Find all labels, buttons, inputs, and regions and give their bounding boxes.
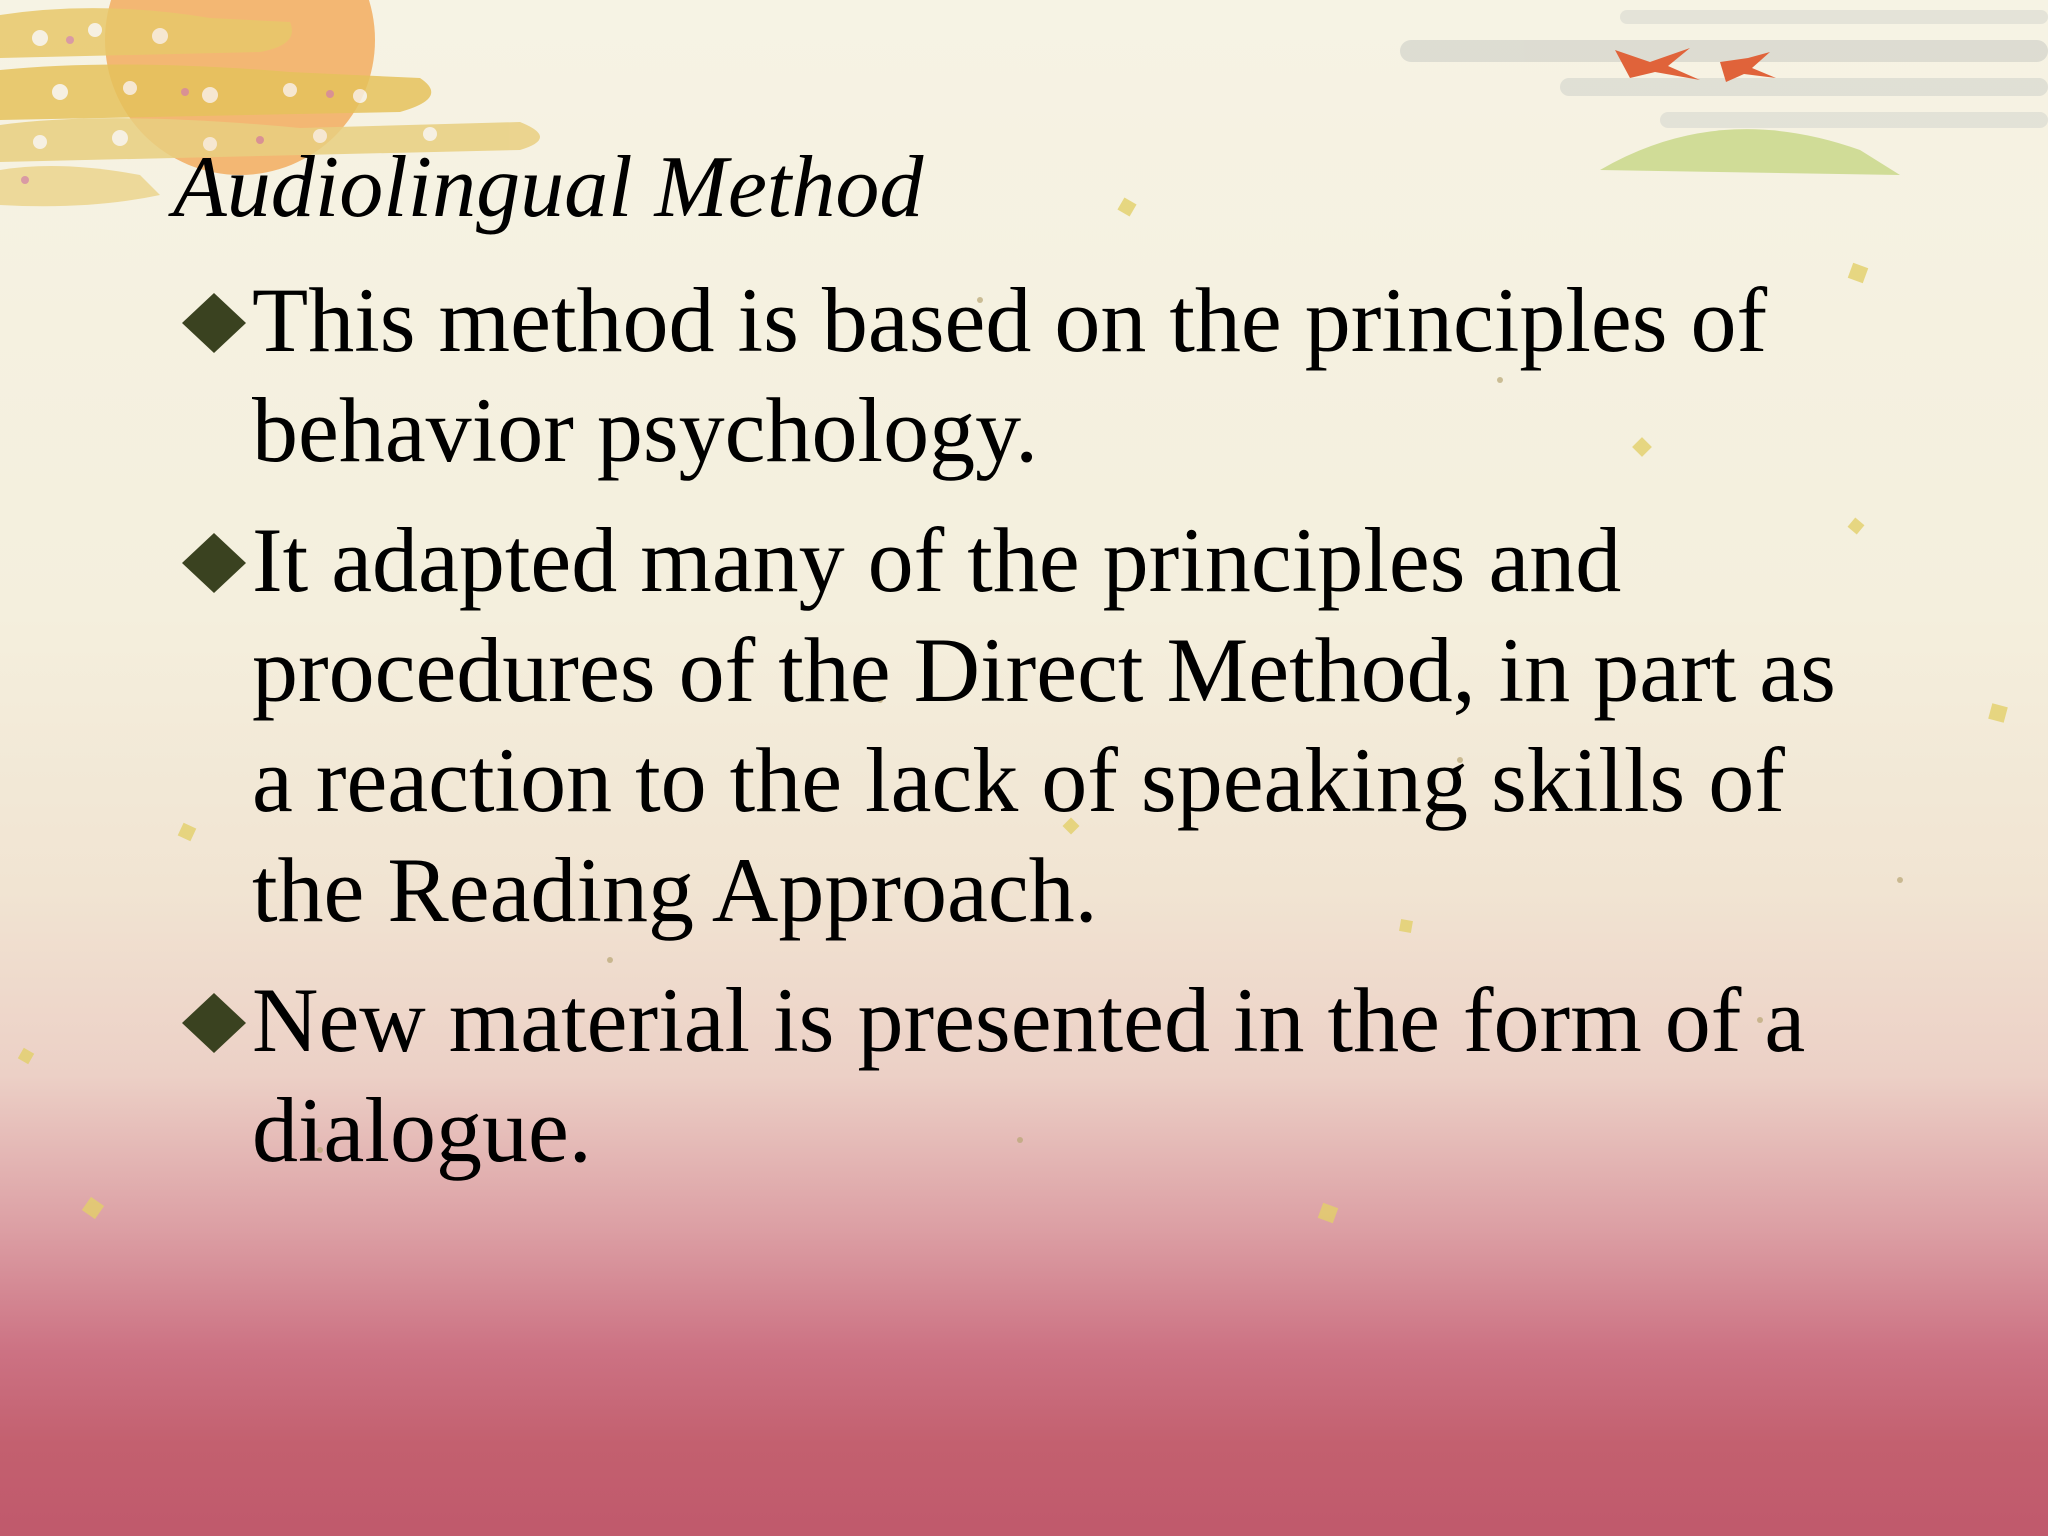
diamond-bullet-icon [180,291,248,355]
diamond-bullet-icon [180,991,248,1055]
diamond-bullet-icon [180,531,248,595]
bullet-text: New material is presented in the form of a dialogue. [252,969,1806,1181]
bullet-item [180,505,1880,945]
slide-title: Audiolingual Method [173,139,924,236]
bullet-text: This method is based on the principles of behavior psychology. [252,269,1768,481]
bullet-text: It adapted many of the principles and procedures of the Direct Method, in part as a reaction to the lack of speaking skills of the Reading Approach. [252,509,1836,941]
bullet-item [180,265,1880,485]
green-hill-icon [1600,129,1900,175]
bullet-list [180,265,1880,1205]
bullet-item [180,965,1880,1185]
